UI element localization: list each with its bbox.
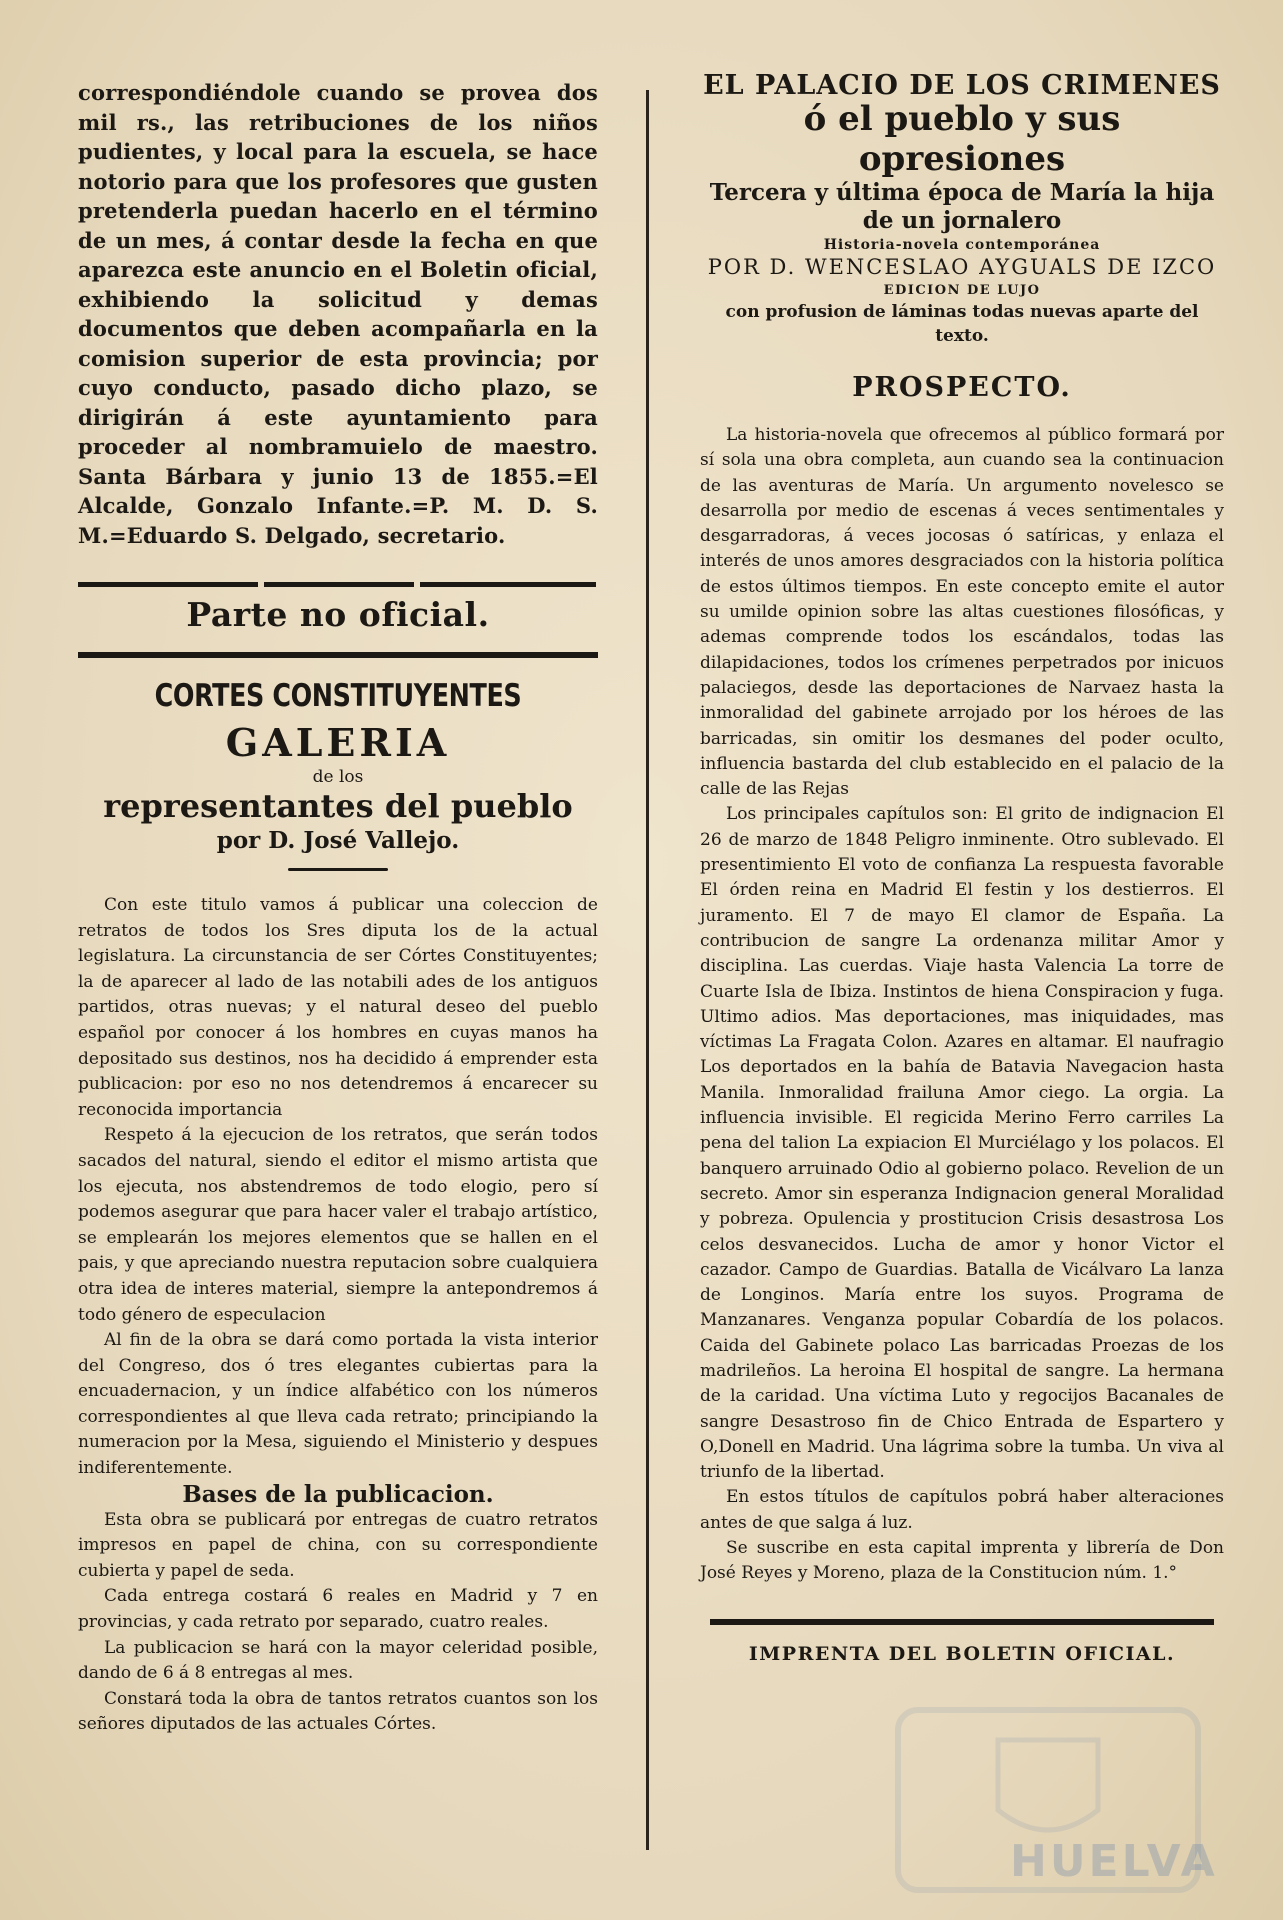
parte-no-oficial-heading: Parte no oficial. — [186, 595, 490, 634]
imprenta-footer: IMPRENTA DEL BOLETIN OFICIAL. — [748, 1642, 1176, 1665]
right-column — [700, 70, 1224, 1665]
prospecto-paragraph-1: La historia-novela que ofrecemos al público formará por sí sola una obra completa, aun cuando sea la continuacion de las aventuras de María. Un argumento novelesco se desarrolla por medio de escenas á veces sentimentales y desgarradoras, á veces jocosas ó satíricas, y enlaza el interés de unos amores desgraciados con la historia política de estos últimos tiempos. En este concepto emite el autor su umilde opinion sobre las altas cuestiones filosóficas, y ademas comprende todos los escándalos, todas las dilapidaciones, todos los crímenes perpetrados por inicuos palaciegos, desde las deportaciones de Narvaez hasta la inmoralidad del gabinete arrojado por los héroes de las barricadas, sin omitir los desmanes del poder oculto, influencia bastarda del club establecido en el palacio de la calle de las Rejas — [700, 425, 1224, 800]
galeria-paragraph-3: Al fin de la obra se dará como portada la vista interior del Congreso, dos ó tres elegantes cubiertas para la encuadernacion, y un índice alfabético con los números correspondientes al que lleva cada retrato; principiando la numeracion por la Mesa, siguiendo el Ministerio y despues indiferentemente. — [78, 1330, 598, 1479]
suscripcion-paragraph: Se suscribe en esta capital imprenta y librería de Don José Reyes y Moreno, plaza de la Constitucion núm. 1.° — [700, 1538, 1224, 1584]
bases-paragraph-1: Esta obra se publicará por entregas de cuatro retratos impresos en papel de china, con su correspondiente cubierta y papel de seda. — [78, 1509, 598, 1581]
cortes-heading: CORTES CONSTITUYENTES — [154, 678, 522, 714]
epoca-line: Tercera y última época de María la hija de un jornalero — [709, 179, 1215, 234]
palacio-subtitle: ó el pueblo y sus opresiones — [803, 99, 1121, 179]
closing-rule — [710, 1619, 1214, 1625]
de-los-text: de los — [312, 767, 364, 787]
column-divider — [646, 90, 649, 1850]
bases-heading: Bases de la publicacion. — [182, 1480, 494, 1508]
palacio-title: EL PALACIO DE LOS CRIMENES — [703, 70, 1221, 101]
genre-line: Historia-novela contemporánea — [823, 237, 1101, 253]
section-divider — [78, 582, 598, 587]
galeria-paragraph-2: Respeto á la ejecucion de los retratos, que serán todos sacados del natural, siendo el editor el mismo artista que los ejecuta, nos abstendremos de todo elogio, pero sí podemos asegurar que para hacer valer el trabajo artístico, se emplearán los mejores elementos que se hallen en el pais, y que apreciando nuestra reputacion sobre cualquiera otra idea de interes material, siempre la antepondremos á todo género de especulacion — [78, 1125, 598, 1325]
author-line: por D. José Vallejo. — [216, 827, 460, 854]
bases-paragraph-4: Constará toda la obra de tantos retratos cuantos son los señores diputados de las actuales Córtes. — [78, 1688, 598, 1735]
galeria-heading: GALERIA — [225, 720, 451, 765]
watermark-text: HUELVA — [1010, 1836, 1218, 1887]
bases-paragraph-2: Cada entrega costará 6 reales en Madrid y 7 en provincias, y cada retrato por separado, cuatro reales. — [78, 1586, 598, 1633]
left-column — [78, 78, 598, 1738]
notice-paragraph: correspondiéndole cuando se provea dos mil rs., las retribuciones de los niños pudientes, y local para la escuela, se hace notorio para que los profesores que gusten pretenderla puedan hacerlo en el término de un mes, á contar desde la fecha en que aparezca este anuncio en el Boletin oficial, exhibiendo la solicitud y demas documentos que deben acompañarla en la comision superior de esta provincia; por cuyo conducto, pasado dicho plazo, se dirigirán á este ayuntamiento para proceder al nombramuielo de maestro. Santa Bárbara y junio 13 de 1855.=El Alcalde, Gonzalo Infante.=P. M. D. S. M.=Eduardo S. Delgado, secretario. — [78, 80, 598, 548]
ornament-rule — [288, 868, 388, 871]
palacio-author: POR D. WENCESLAO AYGUALS DE IZCO — [707, 255, 1217, 279]
profusion-line: con profusion de láminas todas nuevas aparte del texto. — [725, 302, 1199, 346]
edition-line: EDICION DE LUJO — [883, 283, 1041, 298]
prospecto-paragraph-3: En estos títulos de capítulos pobrá haber alteraciones antes de que salga á luz. — [700, 1487, 1224, 1533]
galeria-paragraph-1: Con este titulo vamos á publicar una coleccion de retratos de todos los Sres diputa los de la actual legislatura. La circunstancia de ser Córtes Constituyentes; la de aparecer al lado de las notabili ades de los antiguos partidos, otras nuevas; y el natural deseo del pueblo español por conocer á los hombres en cuyas manos ha depositado sus destinos, nos ha decidido á emprender esta publicacion: por eso no nos detendremos á encarecer su reconocida importancia — [78, 895, 598, 1120]
capitulos-paragraph: Los principales capítulos son: El grito de indignacion El 26 de marzo de 1848 Peligro inminente. Otro sublevado. El presentimiento El voto de confianza La respuesta favorable El órden reina en Madrid El festin y los destierros. El juramento. El 7 de mayo El clamor de España. La contribucion de sangre La ordenanza militar Amor y disciplina. Las cuerdas. Viaje hasta Valencia La torre de Cuarte Isla de Ibiza. Instintos de hiena Conspiracion y fuga. Ultimo adios. Mas deportaciones, mas iniquidades, mas víctimas La Fragata Colon. Azares en altamar. El naufragio Los deportados en la bahía de Batavia Navegacion hasta Manila. Inmoralidad frailuna Amor ciego. La orgia. La influencia invisible. El regicida Merino Ferro carriles La pena del talion La expiacion El Murciélago y los polacos. El banquero arruinado Odio al gobierno polaco. Revelion de un secreto. Amor sin esperanza Indignacion general Moralidad y pobreza. Opulencia y prostitucion Crisis desastrosa Los celos desvanecidos. Lucha de amor y honor Victor el cazador. Campo de Guardias. Batalla de Vicálvaro La lanza de Longinos. María entre los suyos. Programa de Manzanares. Venganza popular Cobardía de los polacos. Caida del Gabinete polaco Las barricadas Proezas de los madrileños. La heroina El hospital de sangre. La hermana de la caridad. Una víctima Luto y regocijos Bacanales de sangre Desastroso fin de Chico Entrada de Espartero y O,Donell en Madrid. Una lágrima sobre la tumba. Un viva al triunfo de la libertad. — [700, 804, 1224, 1483]
prospecto-heading: PROSPECTO. — [852, 372, 1072, 403]
section-rule — [78, 652, 598, 658]
bases-paragraph-3: La publicacion se hará con la mayor celeridad posible, dando de 6 á 8 entregas al mes. — [78, 1637, 598, 1684]
representantes-heading: representantes del pueblo — [103, 787, 573, 825]
